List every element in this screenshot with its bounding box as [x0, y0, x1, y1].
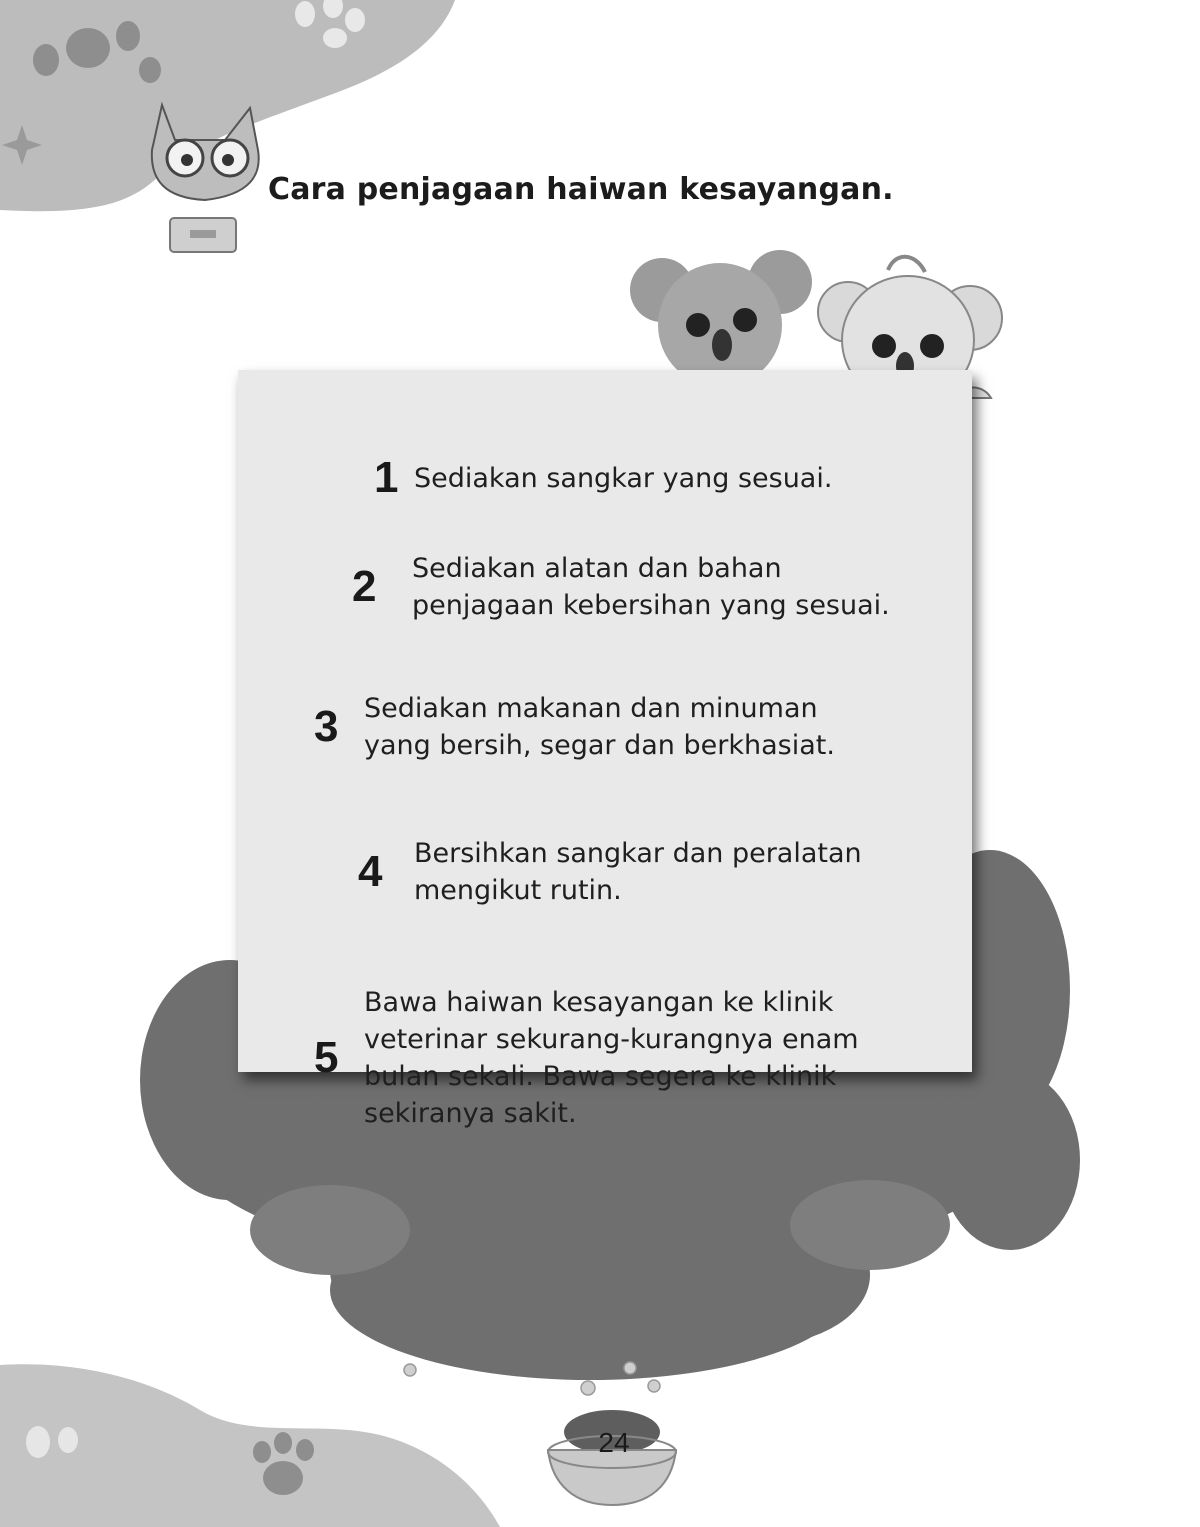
- page-number: 24: [598, 1427, 630, 1458]
- step-number: 1: [374, 453, 399, 502]
- list-item: [314, 690, 835, 764]
- step-text: Sediakan sangkar yang sesuai.: [414, 462, 833, 494]
- list-item: [374, 453, 833, 502]
- step-text: Sediakan alatan dan bahan penjagaan kebersihan yang sesuai.: [412, 553, 890, 621]
- step-text: Bersihkan sangkar dan peralatan mengikut rutin.: [414, 838, 862, 906]
- list-item: [358, 835, 862, 909]
- step-number: 3: [314, 702, 339, 751]
- step-number: 4: [358, 847, 383, 896]
- step-text: Bawa haiwan kesayangan ke klinik veterinar sekurang-kurangnya enam bulan sekali. Bawa segera ke klinik sekiranya sakit.: [364, 987, 859, 1129]
- list-item: [314, 984, 859, 1132]
- page-title: Cara penjagaan haiwan kesayangan.: [268, 172, 894, 207]
- step-number: 5: [314, 1033, 339, 1082]
- list-item: [352, 550, 890, 624]
- steps-card: [238, 370, 972, 1129]
- step-number: 2: [352, 562, 377, 611]
- step-text: Sediakan makanan dan minuman yang bersih, segar dan berkhasiat.: [364, 693, 835, 761]
